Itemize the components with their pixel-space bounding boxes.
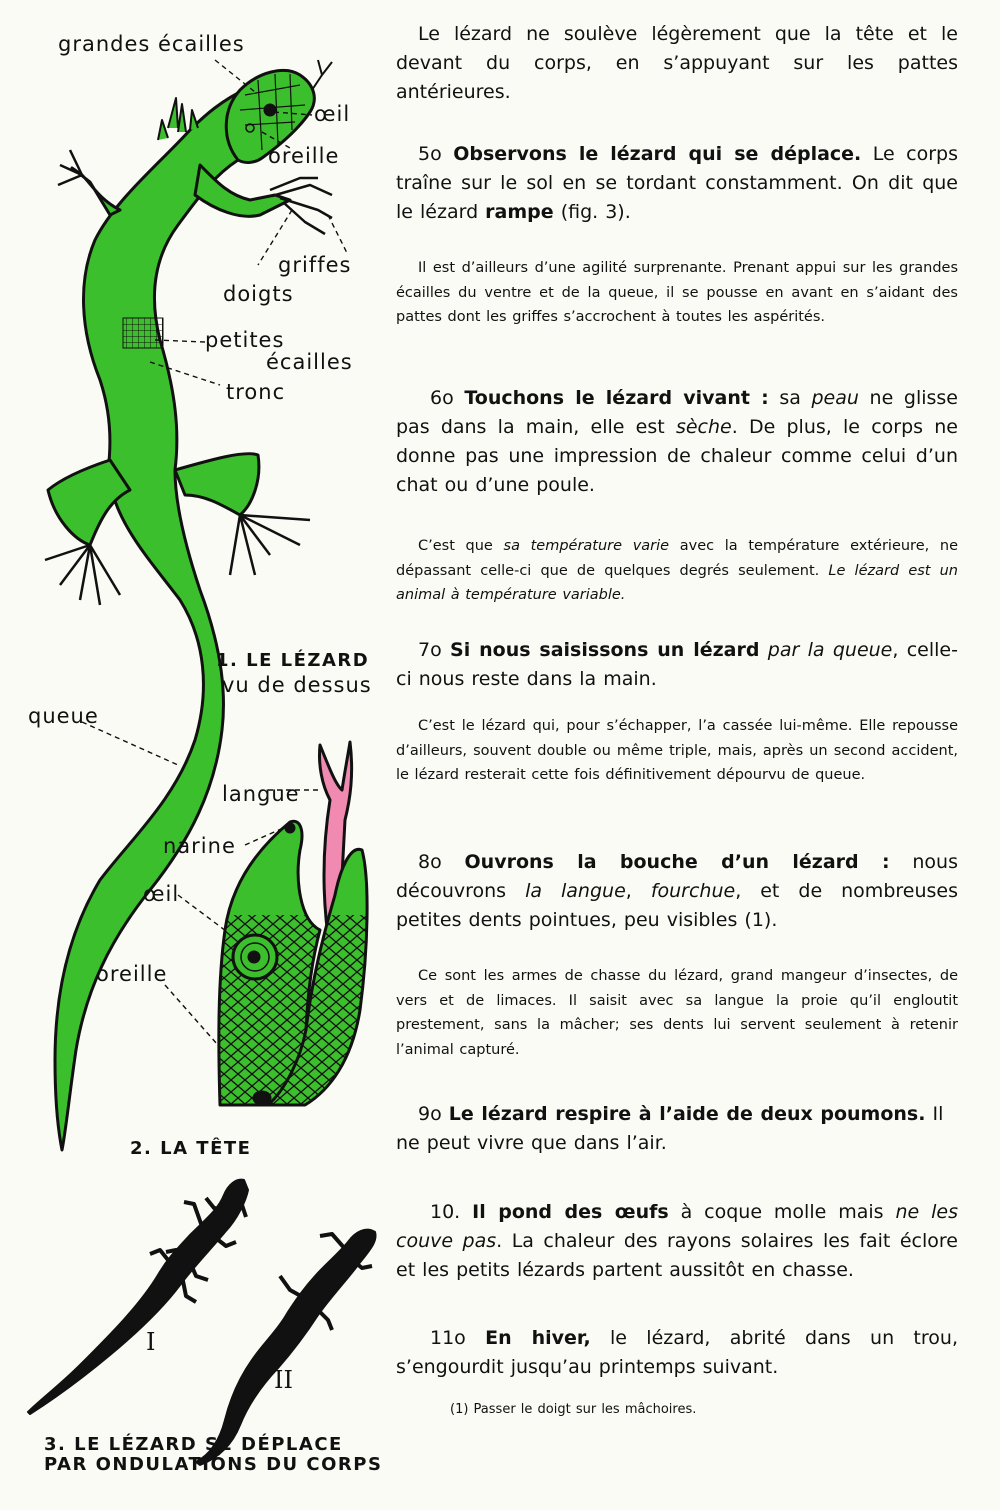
section-heading: Touchons le lézard vivant : [464, 387, 769, 409]
section-heading: Le lézard respire à l’aide de deux poumons. [448, 1103, 926, 1125]
key-term: par la queue [767, 639, 893, 661]
section-text: sa [768, 387, 812, 409]
note-text: Ce sont les armes de chasse du lézard, grand mangeur d’insectes, de vers et de limaces. Il saisit avec sa langue la proie qu’il engloutit prestement, sans la mâcher; ses dents lui servent seulement à retenir l’animal capturé. [396, 968, 958, 1058]
key-term: rampe [485, 201, 554, 223]
section-text: ne glisse pas dans la main, elle est [396, 387, 958, 438]
note-8 [396, 964, 958, 1062]
label-oreille-head: oreille [96, 962, 168, 986]
section-heading: Si nous saisissons un lézard [450, 639, 760, 661]
section-number: 8o [418, 851, 442, 873]
label-griffes: griffes [278, 253, 352, 277]
note-7 [396, 714, 958, 788]
label-roman-2: II [274, 1366, 293, 1394]
label-oreille: oreille [268, 144, 340, 168]
caption-fig2: 2. LA TÊTE [130, 1138, 252, 1159]
section-8 [396, 848, 958, 935]
note-text: Il est d’ailleurs d’une agilité surprenante. Prenant appui sur les grandes écailles du ventre et de la queue, il se pousse en avant en s’aidant des pattes dont les griffes s’accrochent à toutes les aspérités. [396, 260, 958, 325]
lizard-silhouettes [28, 1180, 376, 1465]
key-term: sèche [675, 416, 732, 438]
section-heading: Observons le lézard qui se déplace. [453, 143, 862, 165]
section-7 [396, 636, 958, 694]
section-6 [396, 384, 958, 500]
label-petites: petites [205, 328, 285, 352]
caption-fig1-subtitle: vu de dessus [222, 673, 372, 697]
section-5 [396, 140, 958, 227]
section-text: Il ne peut vivre que dans l’air. [396, 1103, 944, 1154]
note-text: C’est le lézard qui, pour s’échapper, l’a cassée lui-même. Elle repousse d’ailleurs, souvent double ou même triple, mais, après un second accident, le lézard resterait cette fois définitivement dépourvu de queue. [396, 718, 958, 783]
label-narine: narine [163, 834, 236, 858]
label-tronc: tronc [226, 380, 286, 404]
section-heading: Ouvrons la bouche d’un lézard : [464, 851, 890, 873]
note-text: avec la température extérieure, ne dépassant celle-ci que de quelques degrés seulement. [396, 538, 958, 579]
key-term: Le lézard est un animal à température variable. [396, 562, 958, 603]
section-text: , [625, 880, 651, 902]
lizard-illustrations [0, 0, 400, 1510]
section-text: . La chaleur des rayons solaires les fait éclore et les petits lézards partent aussitôt en chasse. [396, 1230, 958, 1281]
section-9 [396, 1100, 958, 1158]
intro-text: Le lézard ne soulève légèrement que la tête et le devant du corps, en s’appuyant sur les pattes antérieures. [396, 23, 958, 103]
section-text: . De plus, le corps ne donne pas une impression de chaleur comme celui d’un chat ou d’une poule. [396, 416, 958, 496]
paragraph-intro [396, 20, 958, 107]
section-text: , celle-ci nous reste dans la main. [396, 639, 958, 690]
note-text: C’est que [418, 538, 504, 554]
key-term: peau [811, 387, 859, 409]
note-6 [396, 534, 958, 608]
section-number: 5o [418, 143, 442, 165]
section-10 [396, 1198, 958, 1285]
section-text: , et de nombreuses petites dents pointues, peu visibles (1). [396, 880, 958, 931]
section-text: Le corps traîne sur le sol en se tordant constamment. On dit que le lézard [396, 143, 958, 223]
section-number: 10. [430, 1201, 461, 1223]
section-heading: Il pond des œufs [472, 1201, 669, 1223]
key-term: fourchue [650, 880, 736, 902]
label-doigts: doigts [223, 282, 294, 306]
section-text: le lézard, abrité dans un trou, s’engourdit jusqu’au printemps suivant. [396, 1327, 958, 1378]
footnote [450, 1402, 850, 1417]
section-text [759, 639, 767, 661]
label-queue: queue [28, 704, 99, 728]
section-text: (fig. 3). [553, 201, 631, 223]
section-11 [396, 1324, 958, 1382]
caption-fig3-line2: PAR ONDULATIONS DU CORPS [44, 1454, 383, 1475]
key-term: ne les couve pas [396, 1201, 958, 1252]
label-oeil-head: œil [143, 882, 180, 906]
section-number: 11o [430, 1327, 466, 1349]
section-number: 9o [418, 1103, 442, 1125]
section-number: 7o [418, 639, 442, 661]
caption-fig1-title: 1. LE LÉZARD [216, 650, 370, 671]
section-heading: En hiver, [485, 1327, 591, 1349]
section-text: nous découvrons [396, 851, 958, 902]
caption-fig3-line1: 3. LE LÉZARD SE DÉPLACE [44, 1434, 343, 1455]
section-number: 6o [430, 387, 454, 409]
label-langue: langue [222, 782, 300, 806]
label-ecailles: écailles [266, 350, 353, 374]
label-grandes-ecailles: grandes écailles [58, 32, 245, 56]
note-5 [396, 256, 958, 330]
section-text: à coque molle mais [668, 1201, 896, 1223]
key-term: sa température varie [503, 538, 670, 554]
label-roman-1: I [146, 1328, 156, 1356]
footnote-text: (1) Passer le doigt sur les mâchoires. [450, 1402, 697, 1417]
label-oeil: œil [314, 102, 351, 126]
key-term: la langue [525, 880, 626, 902]
